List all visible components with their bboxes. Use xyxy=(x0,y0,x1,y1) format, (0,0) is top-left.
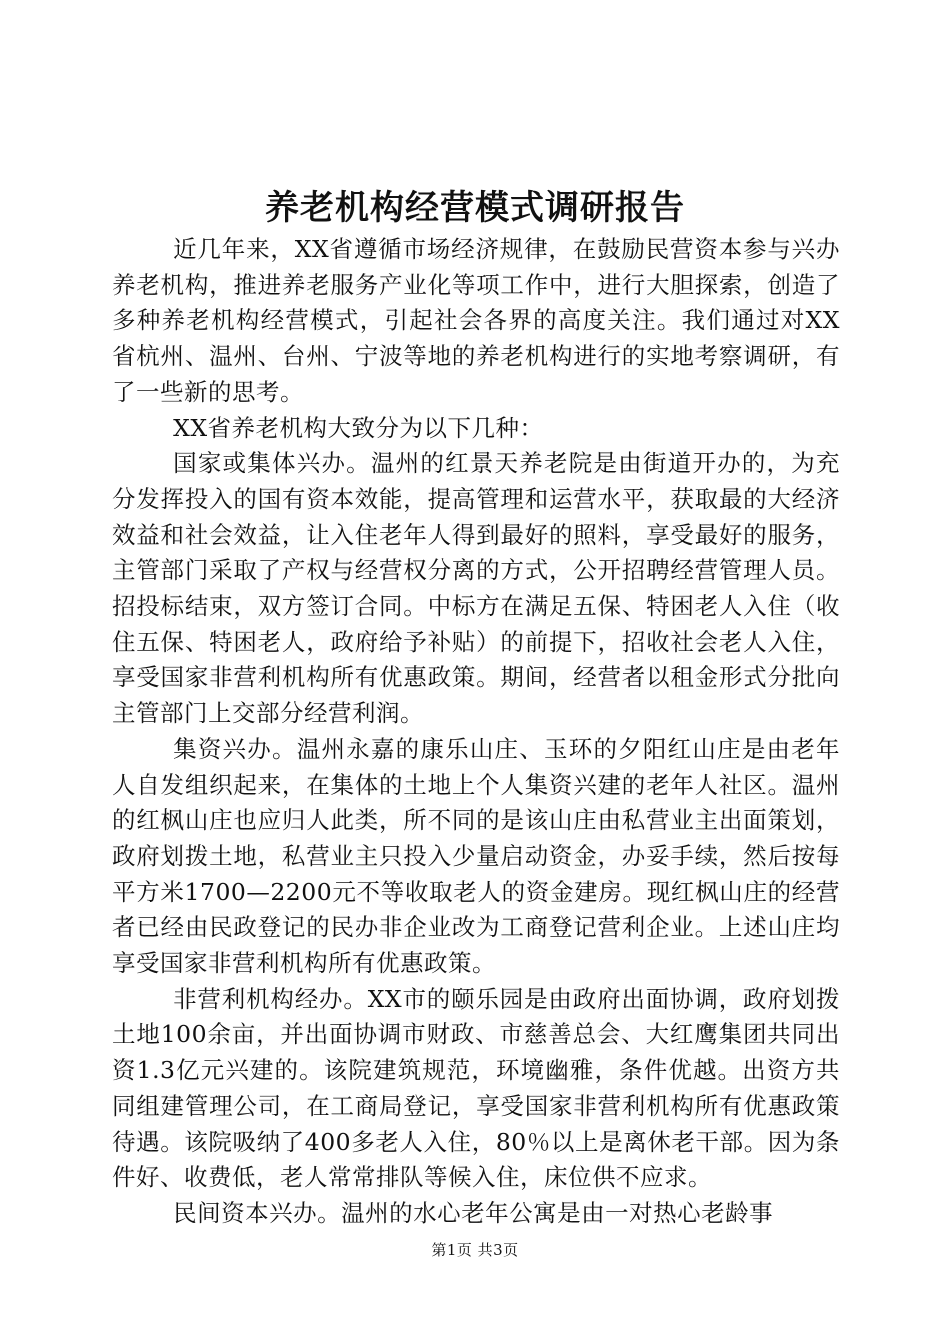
document-title: 养老机构经营模式调研报告 xyxy=(265,188,685,228)
page-footer: 第1页 共3页 xyxy=(431,1241,519,1259)
paragraph-fundraising: 集资兴办。温州永嘉的康乐山庄、玉环的夕阳红山庄是由老年人自发组织起来，在集体的土地上个人集资兴建的老年人社区。温州的红枫山庄也应归人此类，所不同的是该山庄由私营业主出面策划，政府划拨土地，私营业主只投入少量启动资金，办妥手续，然后按每平方米1700—2200元不等收取老人的资金建房。现红枫山庄的经营者已经由民政登记的民办非企业改为工商登记营利企业。上述山庄均享受国家非营利机构所有优惠政策。 xyxy=(112,734,840,978)
document-body xyxy=(112,232,840,1232)
paragraph-categories-lead: XX省养老机构大致分为以下几种： xyxy=(173,413,544,442)
paragraph-intro: 近几年来，XX省遵循市场经济规律，在鼓励民营资本参与兴办养老机构，推进养老服务产业化等项工作中，进行大胆探索，创造了多种养老机构经营模式，引起社会各界的高度关注。我们通过对XX省杭州、温州、台州、宁波等地的养老机构进行的实地考察调研，有了一些新的思考。 xyxy=(112,235,840,406)
paragraph-nonprofit: 非营利机构经办。XX市的颐乐园是由政府出面协调，政府划拨土地100余亩，并出面协调市财政、市慈善总会、大红鹰集团共同出资1.3亿元兴建的。该院建筑规范，环境幽雅，条件优越。出资方共同组建管理公司，在工商局登记，享受国家非营利机构所有优惠政策待遇。该院吸纳了400多老人入住，80％以上是离休老干部。因为条件好、收费低，老人常常排队等候入住，床位供不应求。 xyxy=(112,984,840,1192)
paragraph-state-collective: 国家或集体兴办。温州的红景天养老院是由街道开办的，为充分发挥投入的国有资本效能，提高管理和运营水平，获取最的大经济效益和社会效益，让入住老年人得到最好的照料，享受最好的服务，主管部门采取了产权与经营权分离的方式，公开招聘经营管理人员。招投标结束，双方签订合同。中标方在满足五保、特困老人入住（收住五保、特困老人，政府给予补贴）的前提下，招收社会老人入住，享受国家非营利机构所有优惠政策。期间，经营者以租金形式分批向主管部门上交部分经营利润。 xyxy=(112,449,840,728)
paragraph-private-capital: 民间资本兴办。温州的水心老年公寓是由一对热心老龄事 xyxy=(173,1198,774,1227)
